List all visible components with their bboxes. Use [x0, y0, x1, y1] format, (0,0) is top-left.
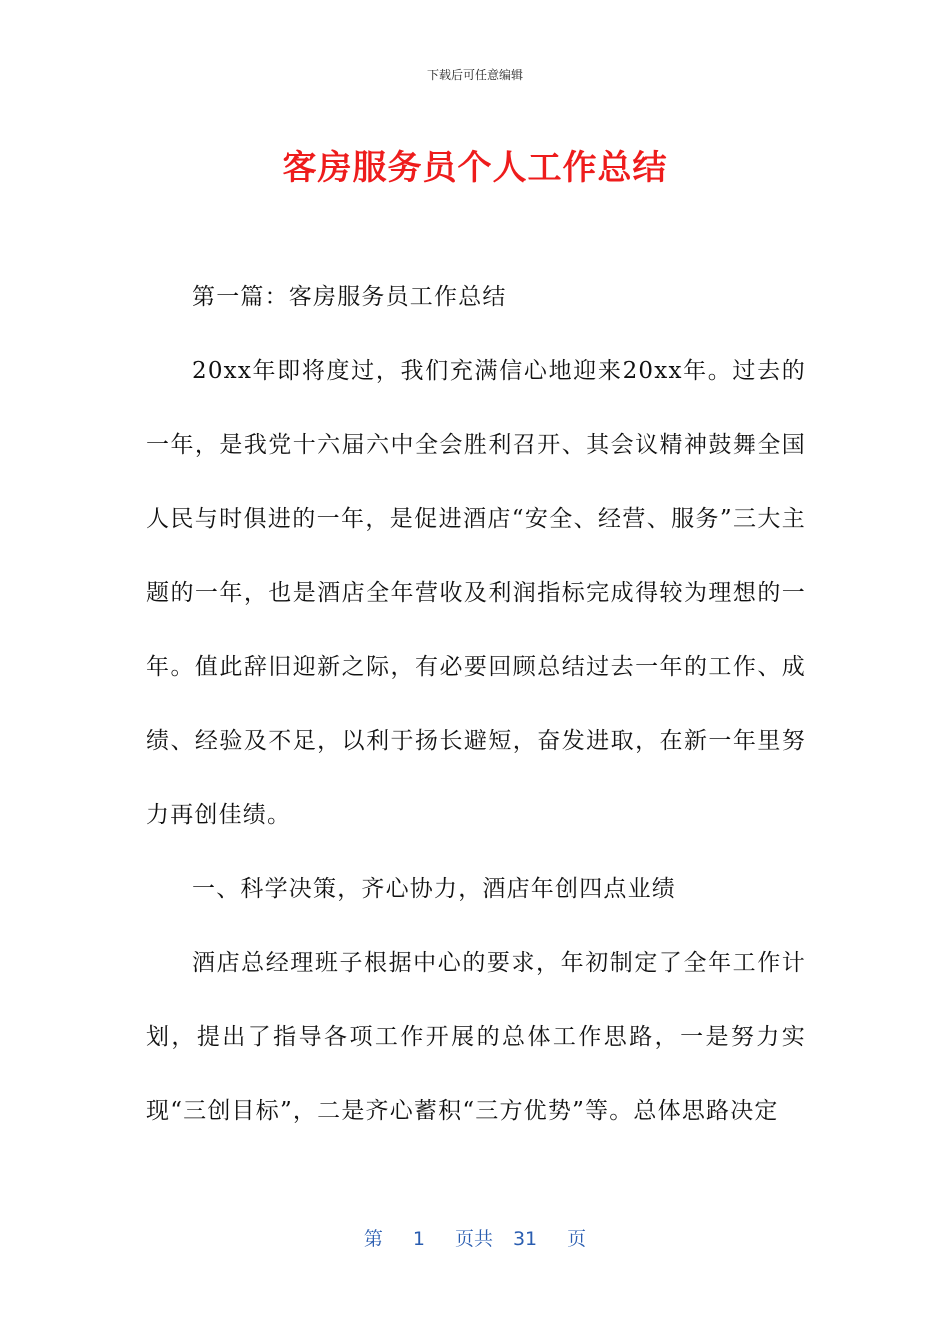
body-paragraph-intro: 20xx年即将度过，我们充满信心地迎来20xx年。过去的一年，是我党十六届六中全会胜利召开、其会议精神鼓舞全国人民与时俱进的一年，是促进酒店“安全、经营、服务”三大主题的一年，也是酒店全年营收及利润指标完成得较为理想的一年。值此辞旧迎新之际，有必要回顾总结过去一年的工作、成绩、经验及不足，以利于扬长避短，奋发进取，在新一年里努力再创佳绩。: [146, 358, 806, 828]
footer-page-prefix: 第: [363, 1228, 383, 1250]
document-title: 客房服务员个人工作总结: [282, 148, 668, 188]
section-heading-part-one: 第一篇：客房服务员工作总结: [192, 284, 507, 310]
footer-total-pages: 31: [512, 1228, 538, 1250]
page-footer: [0, 1224, 950, 1251]
body-paragraph-plan: 酒店总经理班子根据中心的要求，年初制定了全年工作计划，提出了指导各项工作开展的总体工作思路，一是努力实现“三创目标”，二是齐心蓄积“三方优势”等。总体思路决定: [146, 950, 806, 1124]
footer-page-number: 1: [412, 1228, 425, 1250]
footer-page-middle: 页共: [454, 1228, 493, 1250]
section-heading-one: 一、科学决策，齐心协力，酒店年创四点业绩: [192, 876, 676, 902]
document-body: [146, 260, 806, 1148]
footer-page-suffix: 页: [567, 1228, 587, 1250]
page-header-note: 下载后可任意编辑: [426, 68, 523, 82]
